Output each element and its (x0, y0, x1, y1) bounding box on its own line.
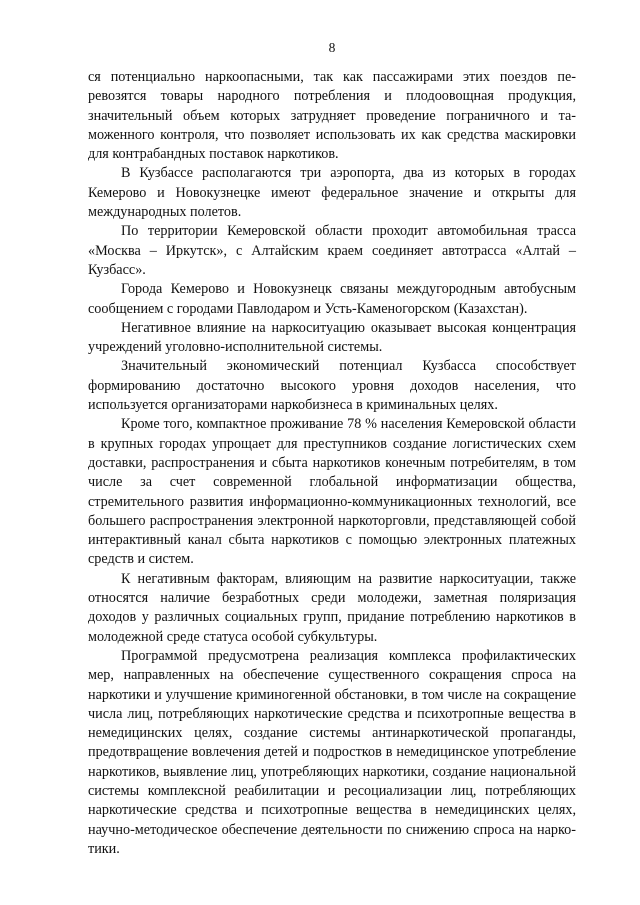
document-body (88, 68, 576, 859)
paragraph-economic-potential: Значительный экономический потенциал Кузбасса способствует формированию достаточно высокого уровня доходов населения, что используется организаторами наркобизнеса в криминальных целях. (88, 358, 576, 414)
paragraph-continuation: ся потенциально наркоопасными, так как пассажирами этих поездов перевозятся товары народного потребления и плодоовощная продукция, значительный объем которых затрудняет проведение пограничного и таможенного контроля, что позволяет использовать их как средства маскировки для контрабандных поставок наркотиков. (88, 69, 576, 163)
paragraph-negative-factors: К негативным факторам, влияющим на развитие наркоситуации, также относятся наличие безработных среди молодежи, заметная поляризация доходов у различных социальных групп, придание потреблению наркотиков в молодежной среде статуса особой субкультуры. (88, 570, 576, 645)
page-number: 8 (328, 40, 336, 55)
paragraph-bus-routes: Города Кемерово и Новокузнецк связаны междугородным автобусным сообщением с городами Павлодаром и Усть-Каменогорском (Казахстан). (88, 281, 576, 317)
paragraph-highways: По территории Кемеровской области проходит автомобильная трасса «Москва – Иркутск», с Алтайским краем соединяет автотрасса «Алтай – Кузбасс». (88, 223, 576, 278)
paragraph-urban-population: Кроме того, компактное проживание 78 % населения Кемеровской области в крупных городах упрощает для преступников создание логистических схем доставки, распространения и сбыта наркотиков конечным потребителям, в том числе за счет современной глобальной информатизации общества, стремительного развития информационно-коммуникационных технологий, все большего распространения электронной наркоторговли, представляющей собой интерактивный канал сбыта наркотиков с помощью электронных платежных средств и систем. (88, 416, 576, 568)
paragraph-airports: В Кузбассе располагаются три аэропорта, два из которых в городах Кемерово и Новокузнецке имеют федеральное значение и открыты для международных полетов. (88, 165, 576, 221)
paragraph-penal-system: Негативное влияние на наркоситуацию оказывает высокая концентрация учреждений уголовно-исполнительной системы. (88, 319, 576, 356)
paragraph-program-measures: Программой предусмотрена реализация комплекса профилактических мер, направленных на обеспечение существенного сокращения спроса на наркотики и улучшение криминогенной обстановки, в том числе на сокращение числа лиц, потребляющих наркотические средства и психотропные вещества в немедицинских целях, создание системы антинаркотической пропаганды, предотвращение вовлечения детей и подростков в немедицинское употребление наркотиков, выявление лиц, употребляющих наркотики, создание национальной системы комплексной реабилитации и ресоциализации лиц, потребляющих наркотические средства и психотропные вещества в немедицинских целях, научно-методическое обеспечение деятельности по снижению спроса на наркотики. (88, 647, 576, 857)
